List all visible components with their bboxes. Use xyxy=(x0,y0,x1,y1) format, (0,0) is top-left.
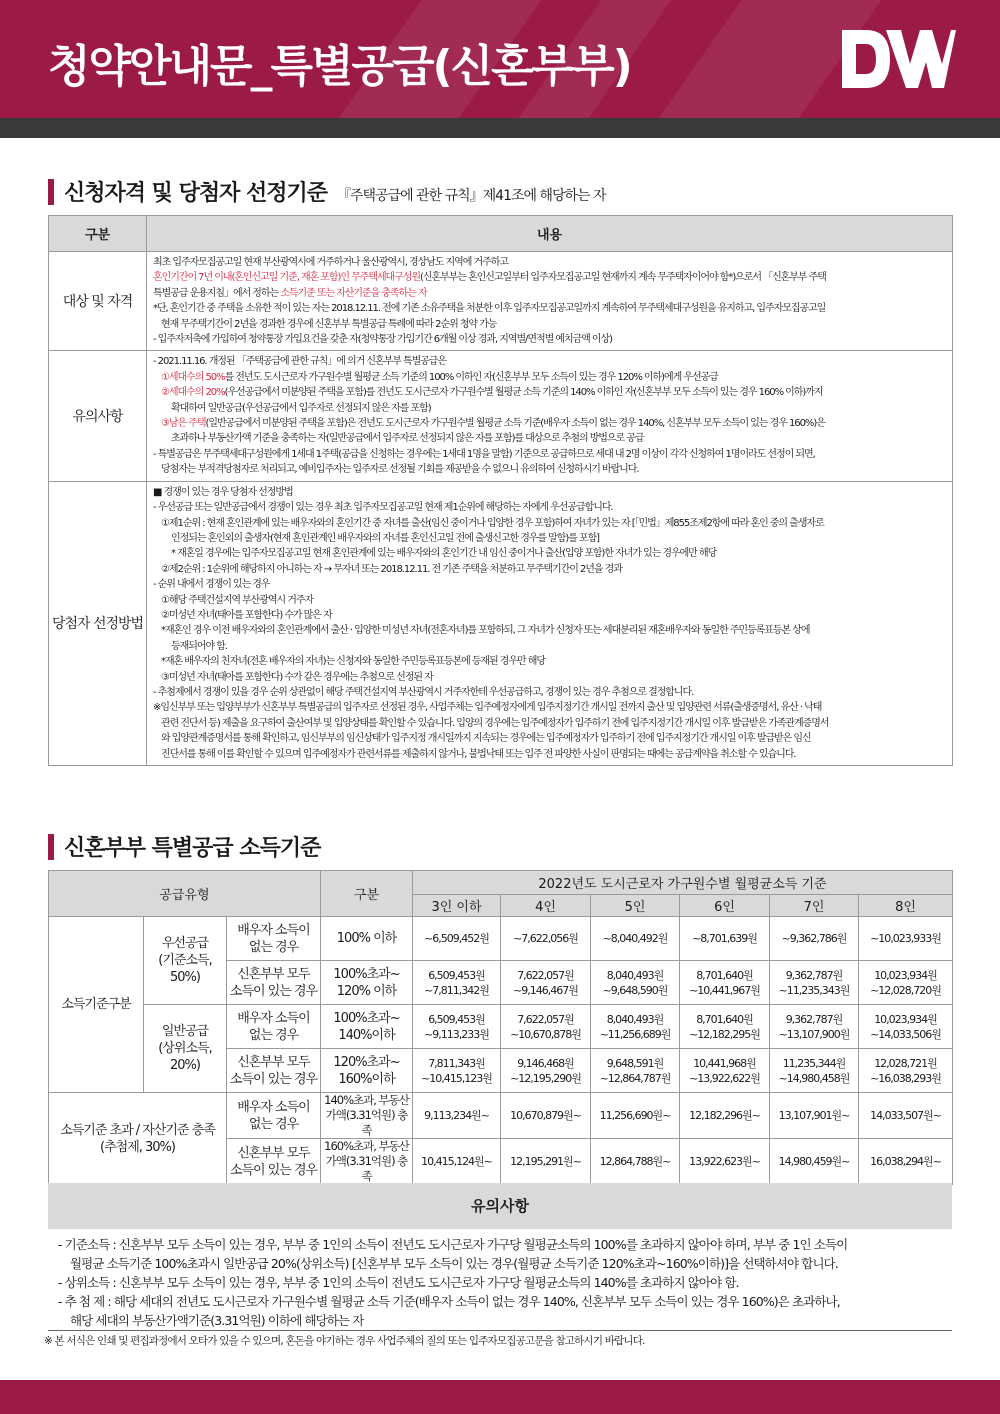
cell-line: 우선공급 xyxy=(161,936,209,951)
header-household-size: 3인 이하 xyxy=(413,895,501,917)
header-divider xyxy=(0,118,1000,138)
cell-line: 100%초과~ xyxy=(333,966,400,982)
cell-line: 120% 이하 xyxy=(336,983,397,999)
content-line xyxy=(153,354,948,369)
income-value xyxy=(680,1093,770,1139)
income-value xyxy=(591,1139,680,1185)
section-marker xyxy=(48,179,54,205)
income-range xyxy=(321,1093,413,1139)
header-supply-type: 공급유형 xyxy=(49,871,321,917)
cell-line: 배우자 소득이 xyxy=(237,1010,310,1026)
note-line: 월평균 소득기준 100%초과시 일반공급 20%(상위소득) [신혼부부 모두 소득이 있는 경우(월평균 소득기준 120%초과~160%이하)]을 선택하셔야 합니다. xyxy=(70,1256,838,1271)
notes-bottom-rule xyxy=(48,1330,952,1331)
income-range xyxy=(321,961,413,1005)
cell-line: ~11,256,689원 xyxy=(599,1027,671,1041)
row-category: 당첨자 선정방법 xyxy=(49,481,147,765)
income-value xyxy=(413,917,501,961)
income-value xyxy=(859,1005,953,1049)
applicant-condition xyxy=(227,1093,321,1139)
content-line xyxy=(153,385,948,400)
income-value xyxy=(413,1049,501,1093)
income-value xyxy=(770,961,859,1005)
text-run: ①제1순위 : 현재 혼인관계에 있는 배우자와의 혼인기간 중 자녀를 출산(임신 중이거나 입양한 경우 포함)하여 자녀가 있는 자 [「민법」제855조제2항에 따라 혼인 중의 출생자로 xyxy=(161,517,824,529)
cell-line: ~8,701,639원 xyxy=(692,932,757,945)
text-run: 특별공급 운용지침」에서 정하는 xyxy=(153,287,281,299)
content-line xyxy=(153,716,948,731)
income-value xyxy=(501,961,591,1005)
section-heading: 신청자격 및 당첨자 선정기준 xyxy=(64,181,328,206)
income-value xyxy=(770,1093,859,1139)
notes-body xyxy=(48,1229,952,1330)
income-range xyxy=(321,1005,413,1049)
income-value xyxy=(413,1005,501,1049)
income-value xyxy=(770,917,859,961)
cell-line: ~14,033,506원 xyxy=(870,1027,941,1041)
cell-line: 소득기준 초과 / 자산기준 충족 xyxy=(60,1122,215,1138)
highlight-text: 소득기준 또는 자산기준을 충족하는 자 xyxy=(280,287,427,299)
cell-line: 14,980,459원~ xyxy=(778,1155,850,1168)
text-run: 와 입양관계증명서를 통해 확인하고, 임신부부의 임신상태가 입주지정 개시일까지 지속되는 경우에는 입주예정자가 입주하기 전에 입주지정기간 개시일 이후 발급받은 임신 xyxy=(161,733,811,745)
row-content xyxy=(147,351,953,481)
footnote: ※ 본 서식은 인쇄 및 편집과정에서 오타가 있을 수 있으며, 혼돈을 야기하는 경우 사업주체의 질의 또는 입주자모집공고문을 참고하시기 바랍니다. xyxy=(44,1335,645,1347)
cell-line: (추첨제, 30%) xyxy=(100,1139,175,1155)
cell-line: 없는 경우 xyxy=(248,1116,299,1132)
cell-line: 10,023,934원 xyxy=(874,968,937,982)
table-row xyxy=(49,1093,953,1139)
income-value xyxy=(501,1005,591,1049)
note-line: - 상위소득 : 신혼부부 모두 소득이 있는 경우, 부부 중 1인의 소득이 전년도 도시근로자 가구당 월평균소득의 140%를 초과하지 않아야 함. xyxy=(58,1275,739,1290)
group-general-supply xyxy=(144,1005,227,1093)
cell-line: 12,195,291원~ xyxy=(510,1155,581,1168)
cell-line: 9,362,787원 xyxy=(785,1012,843,1026)
text-run: 현재 무주택기간이 2년을 경과한 경우에 신혼부부 특별공급 특례에 따라 2순위 청약 가능 xyxy=(161,318,497,330)
cell-line: 가액(3.31억원) 충족 xyxy=(325,1154,408,1183)
content-line xyxy=(153,462,948,477)
highlight-text: ①세대수의 50% xyxy=(161,371,225,383)
text-run: ③미성년 자녀(태아를 포함한다) 수가 같은 경우에는 추첨으로 선정된 자 xyxy=(161,671,433,683)
content-line xyxy=(153,255,948,270)
cell-line: 6,509,453원 xyxy=(428,968,485,982)
income-value xyxy=(591,1005,680,1049)
income-value xyxy=(413,1139,501,1185)
income-value xyxy=(501,917,591,961)
content-line xyxy=(153,747,948,762)
text-run: (일반공급에서 미분양된 주택을 포함)은 전년도 도시근로자 가구원수별 월평균 소득 기준(배우자 소득이 없는 경우 140%, 신혼부부 모두 소득이 있는 경우 160%)은 xyxy=(205,418,825,430)
page-title: 청약안내문_특별공급(신혼부부) xyxy=(48,41,631,92)
section-heading: 신혼부부 특별공급 소득기준 xyxy=(64,836,321,861)
cell-line: 11,235,344원 xyxy=(782,1056,846,1070)
table-row xyxy=(49,252,953,351)
text-run: 등재되어야 함. xyxy=(171,640,227,652)
text-run: 를 전년도 도시근로자 가구원수별 월평균 소득 기준의 100% 이하인 자(신혼부부 모두 소득이 있는 경우 120% 이하)에게 우선공급 xyxy=(224,371,718,383)
cell-line: 배우자 소득이 xyxy=(237,1099,310,1115)
cell-line: 6,509,453원 xyxy=(428,1012,485,1026)
cell-line: ~7,622,056원 xyxy=(513,932,578,945)
text-run: *재혼인 경우 이전 배우자와의 혼인관계에서 출산 · 입양한 미성년 자녀(전혼자녀)를 포함하되, 그 자녀가 신청자 또는 세대분리된 재혼배우자와 동일한 주민등록표등본 상에 xyxy=(161,625,810,637)
content-line xyxy=(153,700,948,715)
page-header xyxy=(0,0,1000,118)
cell-line: ~8,040,492원 xyxy=(602,932,668,945)
applicant-condition xyxy=(227,917,321,961)
income-value xyxy=(591,961,680,1005)
income-value xyxy=(413,1093,501,1139)
cell-line: 100%초과~ xyxy=(333,1010,400,1026)
cell-line: 8,701,640원 xyxy=(696,1012,753,1026)
cell-line: ~12,028,720원 xyxy=(870,983,941,997)
content-line xyxy=(153,370,948,385)
table-row xyxy=(49,481,953,765)
table-row xyxy=(49,1005,953,1049)
group-priority-supply xyxy=(144,917,227,1005)
applicant-condition xyxy=(227,1005,321,1049)
income-value xyxy=(859,1139,953,1185)
income-range xyxy=(321,917,413,961)
cell-line: 소득이 있는 경우 xyxy=(229,983,318,999)
content-line xyxy=(153,485,948,500)
content-line xyxy=(153,654,948,669)
cell-line: 소득이 있는 경우 xyxy=(229,1162,318,1178)
row-content xyxy=(147,481,953,765)
cell-line: 12,864,788원~ xyxy=(599,1155,671,1168)
text-run: * 재혼일 경우에는 입주자모집공고일 현재 혼인관계에 있는 배우자와의 혼인기간 내 임신 중이거나 출산(입양 포함)한 자녀가 있는 경우에만 해당 xyxy=(171,548,717,560)
dw-logo xyxy=(838,24,958,94)
cell-line: 50%) xyxy=(170,970,200,985)
page-footer xyxy=(0,1380,1000,1414)
text-run: *재혼 배우자의 친자녀(전혼 배우자의 자녀)는 신청자와 동일한 주민등록표등본에 등재된 경우만 해당 xyxy=(161,656,545,668)
income-value xyxy=(680,1139,770,1185)
income-value xyxy=(591,1049,680,1093)
applicant-condition xyxy=(227,961,321,1005)
text-run: - 입주자저축에 가입하여 청약통장 가입요건을 갖춘 자(청약통장 가입기간 6개월 이상 경과, 지역별/면적별 예치금액 이상) xyxy=(153,334,612,346)
cell-line: 가액(3.31억원) 충족 xyxy=(325,1108,408,1137)
income-value xyxy=(680,1005,770,1049)
cell-line: ~14,980,458원 xyxy=(778,1071,850,1085)
cell-line: 7,622,057원 xyxy=(517,968,574,982)
note-line: 해당 세대의 부동산가액기준(3.31억원) 이하에 해당하는 자 xyxy=(70,1313,364,1328)
text-run: (신혼부부는 혼인신고일부터 입주자모집공고일 현재까지 계속 무주택자이어야 함*)으로서 「신혼부부 주택 xyxy=(420,272,826,284)
cell-line: ~12,195,290원 xyxy=(510,1071,581,1085)
text-run: ※임신부부 또는 입양부부가 신혼부부 특별공급의 입주자로 선정된 경우, 사업주체는 입주예정자에게 입주지정기간 개시일 전까지 출산 및 입양관련 서류(출생증명서, 유산 · 낙태 xyxy=(153,702,822,714)
cell-line: ~12,864,787원 xyxy=(599,1071,671,1085)
text-run: 관련 진단서 등) 제출을 요구하여 출산여부 및 입양상태를 확인할 수 있습니다. 입양의 경우에는 입주예정자가 입주하기 전에 입주지정기간 개시일 이후 발급받은 가족관계증명서 xyxy=(161,717,829,729)
cell-line: 신혼부부 모두 xyxy=(237,1054,310,1070)
content-line xyxy=(153,546,948,561)
text-run: 초과하나 부동산가액 기준을 충족하는 자(일반공급에서 입주자로 선정되지 않은 자를 포함)를 대상으로 추첨의 방법으로 공급 xyxy=(171,433,644,445)
cell-line: ~9,648,590원 xyxy=(602,983,668,997)
content-line xyxy=(153,623,948,638)
row-category: 유의사항 xyxy=(49,351,147,481)
notes-title: 유의사항 xyxy=(48,1183,952,1229)
content-line xyxy=(153,332,948,347)
income-value xyxy=(501,1139,591,1185)
cell-line: ~7,811,342원 xyxy=(424,983,489,997)
header-household-size: 4인 xyxy=(501,895,591,917)
content-line xyxy=(153,401,948,416)
col-header-category: 구분 xyxy=(49,216,147,252)
cell-line: ~10,023,933원 xyxy=(870,932,941,945)
cell-line: (상위소득, xyxy=(158,1041,212,1056)
income-value xyxy=(501,1049,591,1093)
cell-line: 20%) xyxy=(170,1058,200,1073)
text-run: 최초 입주자모집공고일 현재 부산광역시에 거주하거나 울산광역시, 경상남도 지역에 거주하고 xyxy=(153,257,508,268)
content-line xyxy=(153,685,948,700)
cell-line: 12,182,296원~ xyxy=(689,1109,760,1122)
income-value xyxy=(859,1093,953,1139)
cell-line: ~13,107,900원 xyxy=(778,1027,850,1041)
text-run: - 특별공급은 무주택세대구성원에게 1세대 1주택(공급을 신청하는 경우에는 1세대 1명을 말함) 기준으로 공급하므로 세대 내 2명 이상이 각각 신청하여 1명이라도 선정이 되면, xyxy=(153,448,815,460)
group-lottery xyxy=(49,1093,227,1185)
income-value xyxy=(591,1093,680,1139)
cell-line: 140%초과, 부동산 xyxy=(324,1093,409,1107)
content-line xyxy=(153,301,948,316)
income-value xyxy=(680,961,770,1005)
content-line xyxy=(153,608,948,623)
cell-line: 12,028,721원 xyxy=(874,1056,937,1070)
text-run: *단, 혼인기간 중 주택을 소유한 적이 있는 자는 2018.12.11. 전에 기존 소유주택을 처분한 이후 입주자모집공고일까지 계속하여 무주택세대구성원을 유지하고, 입주자모집공고일 xyxy=(153,303,826,315)
income-value xyxy=(413,961,501,1005)
header-household-size: 8인 xyxy=(859,895,953,917)
cell-line: 7,622,057원 xyxy=(517,1012,574,1026)
text-run: 당첨자는 부적격당첨자로 처리되고, 예비입주자는 입주자로 선정될 기회를 제공받을 수 없으니 유의하여 신청하시기 바랍니다. xyxy=(161,464,639,476)
cell-line: 9,146,468원 xyxy=(517,1056,574,1070)
income-value xyxy=(680,1049,770,1093)
section-title-income xyxy=(48,831,320,862)
header-household-size: 7인 xyxy=(770,895,859,917)
cell-line: 10,441,968원 xyxy=(693,1056,756,1070)
income-range xyxy=(321,1049,413,1093)
content-line xyxy=(153,531,948,546)
cell-line: ~10,670,878원 xyxy=(510,1027,581,1041)
notes-box xyxy=(48,1183,952,1331)
cell-line: 16,038,294원~ xyxy=(870,1155,941,1168)
cell-line: 10,023,934원 xyxy=(874,1012,937,1026)
header-household-size: 5인 xyxy=(591,895,680,917)
content-line xyxy=(153,416,948,431)
applicant-condition xyxy=(227,1139,321,1185)
text-run: 진단서를 통해 이를 확인할 수 있으며 입주예정자가 관련서류를 제출하지 않거나, 불법낙태 또는 입주 전 파양한 사실이 판명되는 때에는 공급계약을 취소할 수 있습니다. xyxy=(161,748,796,760)
text-run: (우선공급에서 미분양된 주택을 포함)를 전년도 도시근로자 가구원수별 월평균 소득 기준의 140% 이하인 자(신혼부부 모두 소득이 있는 경우 160% 이하)까지 xyxy=(224,387,823,399)
cell-line: 9,362,787원 xyxy=(785,968,843,982)
table-row xyxy=(49,917,953,961)
header-income-standard: 2022년도 도시근로자 가구원수별 월평균소득 기준 xyxy=(413,871,953,895)
highlight-text: 혼인기간이 7년 이내(혼인신고일 기준, 재혼 포함)인 무주택세대구성원 xyxy=(153,272,420,284)
highlight-text: ②세대수의 20% xyxy=(161,387,225,399)
text-run: ②미성년 자녀(태아를 포함한다) 수가 많은 자 xyxy=(161,609,332,621)
note-line: - 기준소득 : 신혼부부 모두 소득이 있는 경우, 부부 중 1인의 소득이 전년도 도시근로자 가구당 월평균소득의 100%를 초과하지 않아야 하며, 부부 중 1인 소득이 xyxy=(58,1237,848,1252)
cell-line: (기준소득, xyxy=(158,953,212,968)
cell-line: 8,040,493원 xyxy=(606,968,664,982)
cell-line: 10,415,124원~ xyxy=(421,1155,492,1168)
cell-line: 11,256,690원~ xyxy=(599,1109,671,1122)
content-line xyxy=(153,593,948,608)
income-value xyxy=(859,917,953,961)
cell-line: ~10,415,123원 xyxy=(421,1071,492,1085)
section-marker xyxy=(48,834,54,860)
text-run: - 우선공급 또는 일반공급에서 경쟁이 있는 경우 최초 입주자모집공고일 현재 제1순위에 해당하는 자에게 우선공급합니다. xyxy=(153,502,613,514)
row-category: 대상 및 자격 xyxy=(49,252,147,351)
group-income-standard: 소득기준구분 xyxy=(49,917,144,1093)
text-run: ②제2순위 : 1순위에 해당하지 아니하는 자 → 무자녀 또는 2018.12.11. 전 기존 주택을 처분하고 무주택기간이 2년을 경과 xyxy=(161,563,622,575)
cell-line: 8,040,493원 xyxy=(606,1012,664,1026)
content-line xyxy=(153,286,948,301)
content-line xyxy=(153,447,948,462)
cell-line: 8,701,640원 xyxy=(696,968,753,982)
cell-line: 13,922,623원~ xyxy=(689,1155,760,1168)
content-line xyxy=(153,562,948,577)
content-line xyxy=(153,317,948,332)
income-value xyxy=(770,1005,859,1049)
section-subheading: 『주택공급에 관한 규칙』제41조에 해당하는 자 xyxy=(337,188,606,204)
content-line xyxy=(153,270,948,285)
cell-line: 소득이 있는 경우 xyxy=(229,1071,318,1087)
header-household-size: 6인 xyxy=(680,895,770,917)
section-title-eligibility xyxy=(48,176,606,207)
cell-line: 신혼부부 모두 xyxy=(237,966,310,982)
cell-line: ~11,235,343원 xyxy=(778,983,850,997)
cell-line: 13,107,901원~ xyxy=(778,1109,850,1122)
eligibility-table xyxy=(48,215,953,766)
income-value xyxy=(501,1093,591,1139)
cell-line: ~6,509,452원 xyxy=(424,932,489,945)
content-line xyxy=(153,577,948,592)
text-run: - 순위 내에서 경쟁이 있는 경우 xyxy=(153,579,270,591)
income-value xyxy=(680,917,770,961)
content-line xyxy=(153,731,948,746)
content-line xyxy=(153,670,948,685)
text-run: - 추첨제에서 경쟁이 있을 경우 순위 상관없이 해당 주택건설지역 부산광역시 거주자한테 우선공급하고, 경쟁이 있는 경우 추첨으로 결정합니다. xyxy=(153,686,694,698)
cell-line: 7,811,343원 xyxy=(428,1056,485,1070)
cell-line: ~13,922,622원 xyxy=(689,1071,760,1085)
cell-line: 배우자 소득이 xyxy=(237,922,310,938)
content-line xyxy=(153,500,948,515)
cell-line: ~9,113,233원 xyxy=(424,1027,489,1041)
note-line: - 추 첨 제 : 해당 세대의 전년도 도시근로자 가구원수별 월평균 소득 기준(배우자 소득이 없는 경우 140%, 신혼부부 모두 소득이 있는 경우 160%)은 초과하나, xyxy=(58,1294,840,1309)
cell-line: 160%초과, 부동산 xyxy=(324,1139,409,1153)
content-line xyxy=(153,639,948,654)
income-table xyxy=(48,870,953,1185)
header-division: 구분 xyxy=(321,871,413,917)
text-run: 확대하여 일반공급(우선공급에서 입주자로 선정되지 않은 자를 포함) xyxy=(171,402,431,414)
cell-line: ~12,182,295원 xyxy=(689,1027,760,1041)
content-line xyxy=(153,431,948,446)
cell-line: ~10,441,967원 xyxy=(689,983,760,997)
cell-line: 140%이하 xyxy=(338,1027,395,1043)
text-run: ■ 경쟁이 있는 경우 당첨자 선정방법 xyxy=(153,486,293,498)
cell-line: 9,113,234원~ xyxy=(424,1109,489,1122)
cell-line: 14,033,507원~ xyxy=(870,1109,941,1122)
col-header-content: 내용 xyxy=(147,216,953,252)
cell-line: 10,670,879원~ xyxy=(510,1109,581,1122)
table-row xyxy=(49,351,953,481)
content-line xyxy=(153,516,948,531)
income-value xyxy=(591,917,680,961)
cell-line: ~16,038,293원 xyxy=(870,1071,941,1085)
highlight-text: ③남은 주택 xyxy=(161,418,206,430)
cell-line: 일반공급 xyxy=(161,1024,209,1039)
cell-line: 120%초과~ xyxy=(333,1054,400,1070)
row-content xyxy=(147,252,953,351)
text-run: ①해당 주택건설지역 부산광역시 거주자 xyxy=(161,594,314,606)
cell-line: 100% 이하 xyxy=(336,931,397,946)
cell-line: 없는 경우 xyxy=(248,939,299,955)
income-value xyxy=(770,1139,859,1185)
income-range xyxy=(321,1139,413,1185)
text-run: 인정되는 혼인외의 출생자(현재 혼인관계인 배우자와의 자녀를 혼인신고일 전에 출생신고한 경우를 말함)를 포함] xyxy=(171,532,600,544)
cell-line: 신혼부부 모두 xyxy=(237,1145,310,1161)
cell-line: 없는 경우 xyxy=(248,1027,299,1043)
cell-line: 9,648,591원 xyxy=(606,1056,664,1070)
income-value xyxy=(859,1049,953,1093)
income-value xyxy=(770,1049,859,1093)
applicant-condition xyxy=(227,1049,321,1093)
cell-line: ~9,362,786원 xyxy=(781,932,847,945)
text-run: - 2021.11.16. 개정된 「주택공급에 관한 규칙」에 의거 신혼부부 특별공급은 xyxy=(153,356,447,368)
cell-line: ~9,146,467원 xyxy=(513,983,578,997)
cell-line: 160%이하 xyxy=(338,1071,395,1087)
income-value xyxy=(859,961,953,1005)
